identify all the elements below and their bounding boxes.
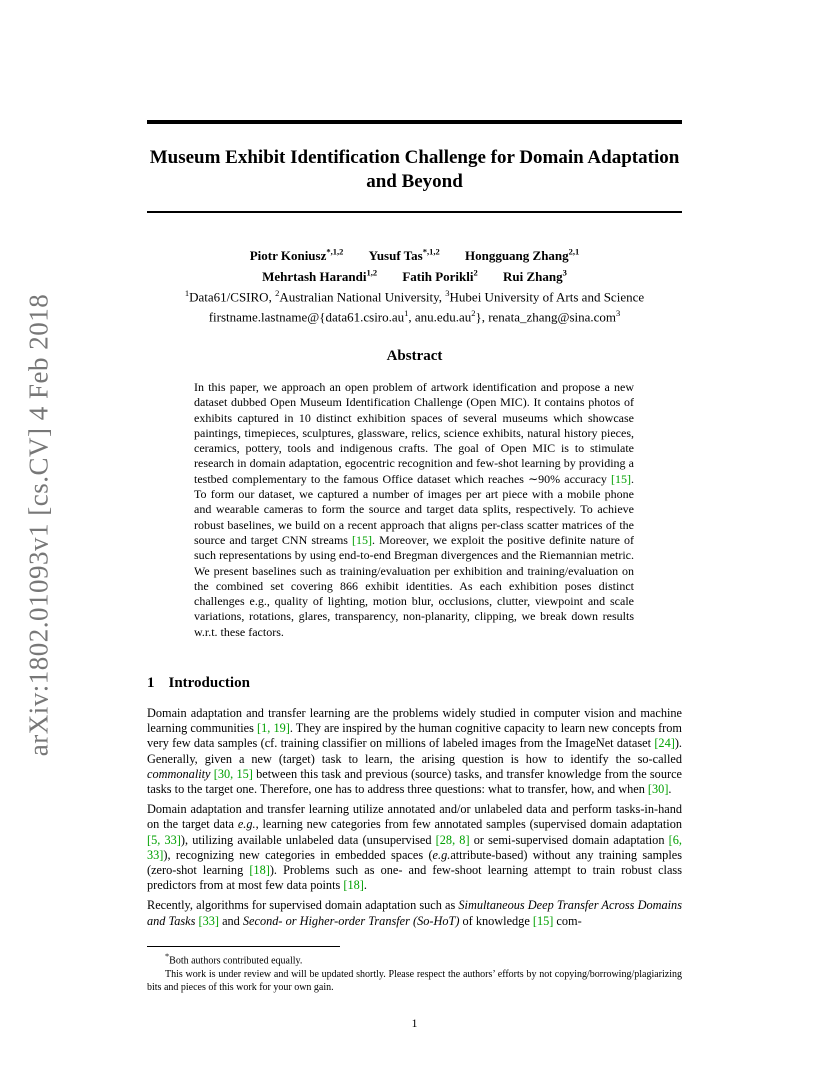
author-emails: $firstname.lastname@\{data61.csiro.au^1$, $anu.edu.au^2$}, renata_zhang@sina.com$^3$ bbox=[208, 307, 621, 325]
citation-link[interactable]: [6, 33] bbox=[147, 832, 682, 862]
author: Yusuf Tas$^{*,1,2}$ bbox=[368, 247, 440, 264]
page-number: 1 bbox=[411, 1016, 418, 1030]
arxiv-stamp-text: arXiv:1802.01093v1 [cs.CV] 4 Feb 2018 bbox=[23, 293, 54, 757]
footnote: This work is under review and will be updated shortly. Please respect the authors’ efforts by not copying/borrowing/plagiarizing bits and pieces of this work for your own gain. bbox=[147, 968, 682, 994]
introduction-body bbox=[147, 706, 682, 934]
author: Fatih Porikli$^2$ bbox=[402, 267, 478, 284]
citation-link[interactable]: [15] bbox=[532, 913, 554, 928]
citation-link[interactable]: [24] bbox=[654, 736, 675, 751]
arxiv-stamp bbox=[22, 290, 56, 760]
citation-link[interactable]: [15] bbox=[352, 532, 373, 547]
paragraph: Recently, algorithms for supervised domain adaptation such as Simultaneous Deep Transfer Across Domains and Tasks [33] and Second- or Higher-order Transfer (So-HoT) of knowledge [15] com- bbox=[147, 898, 682, 928]
title-top-rule bbox=[147, 120, 682, 124]
section-number: 1 bbox=[147, 675, 155, 691]
citation-link[interactable]: [33] bbox=[198, 913, 219, 928]
section-heading bbox=[147, 675, 250, 692]
paper-title: Museum Exhibit Identification Challenge for Domain Adaptation and Beyond bbox=[149, 147, 680, 192]
author: Rui Zhang$^3$ bbox=[503, 267, 567, 284]
affiliations: $^1$Data61/CSIRO, $^2$Australian National University, $^3$Hubei University of Arts and Science bbox=[184, 287, 645, 304]
abstract-text: In this paper, we approach an open problem of artwork identification and propose a new dataset dubbed Open Museum Identification Challenge (Open MIC). It contains photos of exhibits captured in 10 distinct exhibition spaces of several museums which showcase paintings, timepieces, sculptures, glassware, relics, science exhibits, natural history pieces, ceramics, pottery, tools and indigenous crafts. The goal of Open MIC is to stimulate research in domain adaptation, egocentric recognition and few-shot learning by providing a testbed complementary to the famous Office dataset which reaches ∼90% accuracy [15]. To form our dataset, we captured a number of images per art piece with a mobile phone and wearable cameras to form the source and target data splits, respectively. To achieve robust baselines, we build on a recent approach that aligns per-class scatter matrices of the source and target CNN streams [15]. Moreover, we exploit the positive definite nature of such representations by using end-to-end Bregman divergences and the Riemannian metric. We present baselines such as training/evaluation per exhibition and training/evaluation on the combined set covering 866 exhibit identities. As each exhibition poses distinct challenges e.g., quality of lighting, motion blur, occlusions, clutter, viewpoint and scale variations, rotations, glares, transparency, non-planarity, clipping, we break down results w.r.t. these factors. bbox=[194, 380, 634, 639]
citation-link[interactable]: [30, 15] bbox=[213, 766, 253, 781]
author-line-1 bbox=[147, 244, 682, 264]
author-line-2 bbox=[147, 264, 682, 284]
paragraph: Domain adaptation and transfer learning are the problems widely studied in computer vision and machine learning communities [1, 19]. They are inspired by the human cognitive capacity to learn new concepts from very few data samples (cf. training classifier on millions of labeled images from the ImageNet dataset [24]). Generally, given a new (target) task to learn, the arising question is how to identify the so-called commonality [30, 15] between this task and previous (source) tasks, and transfer knowledge from the source tasks to the target one. Therefore, one has to address three questions: what to transfer, how, and when [30]. bbox=[147, 706, 682, 797]
section-title: Introduction bbox=[168, 675, 250, 691]
author: Mehrtash Harandi$^{1,2}$ bbox=[262, 267, 378, 284]
footnotes bbox=[147, 950, 682, 995]
author: Hongguang Zhang$^{2,1}$ bbox=[464, 247, 580, 264]
author-block bbox=[147, 244, 682, 325]
abstract-heading: Abstract bbox=[386, 348, 443, 364]
author: Piotr Koniusz$^{*,1,2}$ bbox=[249, 247, 344, 264]
footnote: *Both authors contributed equally. bbox=[165, 952, 303, 967]
title-bottom-rule bbox=[147, 211, 682, 213]
paragraph: Domain adaptation and transfer learning utilize annotated and/or unlabeled data and perform tasks-in-hand on the target data e.g., learning new categories from few annotated samples (supervised domain adaptation [5, 33]), utilizing available unlabeled data (unsupervised [28, 8] or semi-supervised domain adaptation [6, 33]), recognizing new categories in embedded spaces (e.g.attribute-based) without any training samples (zero-shot learning [18]). Problems such as one- and few-shoot learning attempt to train robust class predictors from at most few data points [18]. bbox=[147, 802, 682, 893]
citation-link[interactable]: [18] bbox=[249, 863, 270, 878]
citation-link[interactable]: [5, 33] bbox=[147, 832, 181, 847]
citation-link[interactable]: [28, 8] bbox=[435, 832, 470, 847]
footnote-rule bbox=[147, 946, 340, 947]
citation-link[interactable]: [15] bbox=[611, 471, 631, 486]
citation-link[interactable]: [18] bbox=[343, 878, 364, 893]
citation-link[interactable]: [1, 19] bbox=[257, 721, 290, 736]
citation-link[interactable]: [30] bbox=[647, 782, 669, 797]
